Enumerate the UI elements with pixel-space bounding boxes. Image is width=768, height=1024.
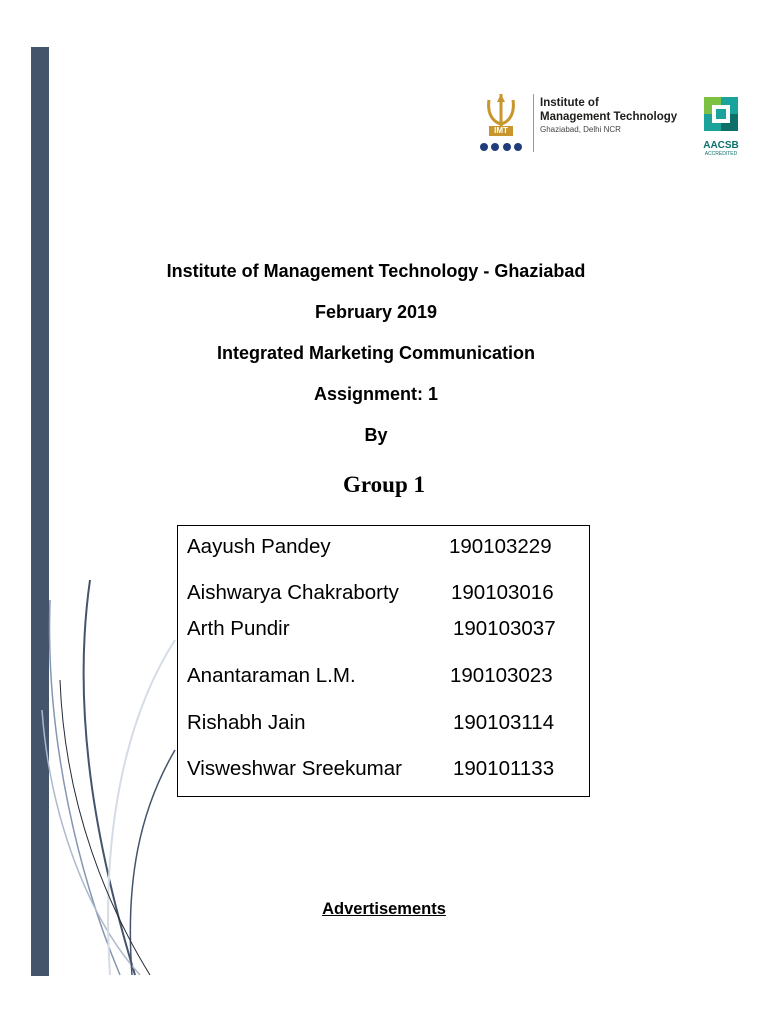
member-name: Rishabh Jain — [187, 711, 306, 734]
course-name: Integrated Marketing Communication — [216, 343, 536, 363]
logo-divider — [533, 94, 534, 152]
member-id: 190103114 — [453, 711, 555, 734]
member-name: Visweshwar Sreekumar — [187, 757, 402, 780]
imt-logo-line1: Institute of — [540, 97, 599, 109]
trident-emblem-icon — [476, 92, 526, 154]
members-table — [177, 525, 590, 797]
imt-emblem-label: IMT — [494, 126, 508, 135]
aacsb-mark-icon — [700, 97, 742, 135]
aacsb-sub: ACCREDITED — [704, 151, 738, 157]
member-id: 190103023 — [450, 664, 553, 687]
aacsb-logo — [700, 97, 742, 157]
member-id: 190103016 — [451, 581, 554, 604]
submission-date: February 2019 — [314, 302, 438, 322]
institute-name: Institute of Management Technology - Ghaziabad — [166, 261, 586, 281]
member-id: 190103037 — [453, 617, 556, 640]
member-id: 190101133 — [453, 757, 555, 780]
imt-logo-line3: Ghaziabad, Delhi NCR — [540, 125, 621, 134]
member-name: Aayush Pandey — [187, 535, 331, 558]
member-name: Arth Pundir — [187, 617, 290, 640]
imt-logo — [476, 92, 686, 156]
member-id: 190103229 — [449, 535, 552, 558]
assignment-number: Assignment: 1 — [313, 384, 439, 404]
cover-heading — [0, 251, 768, 456]
imt-logo-line2: Management Technology — [540, 111, 678, 123]
member-name: Anantaraman L.M. — [187, 664, 356, 687]
group-title: Group 1 — [342, 472, 426, 497]
advertisements-heading: Advertisements — [322, 900, 446, 918]
member-name: Aishwarya Chakraborty — [187, 581, 399, 604]
imt-logo-text — [540, 96, 677, 136]
aacsb-name: AACSB — [703, 140, 739, 151]
by-label: By — [364, 425, 388, 445]
